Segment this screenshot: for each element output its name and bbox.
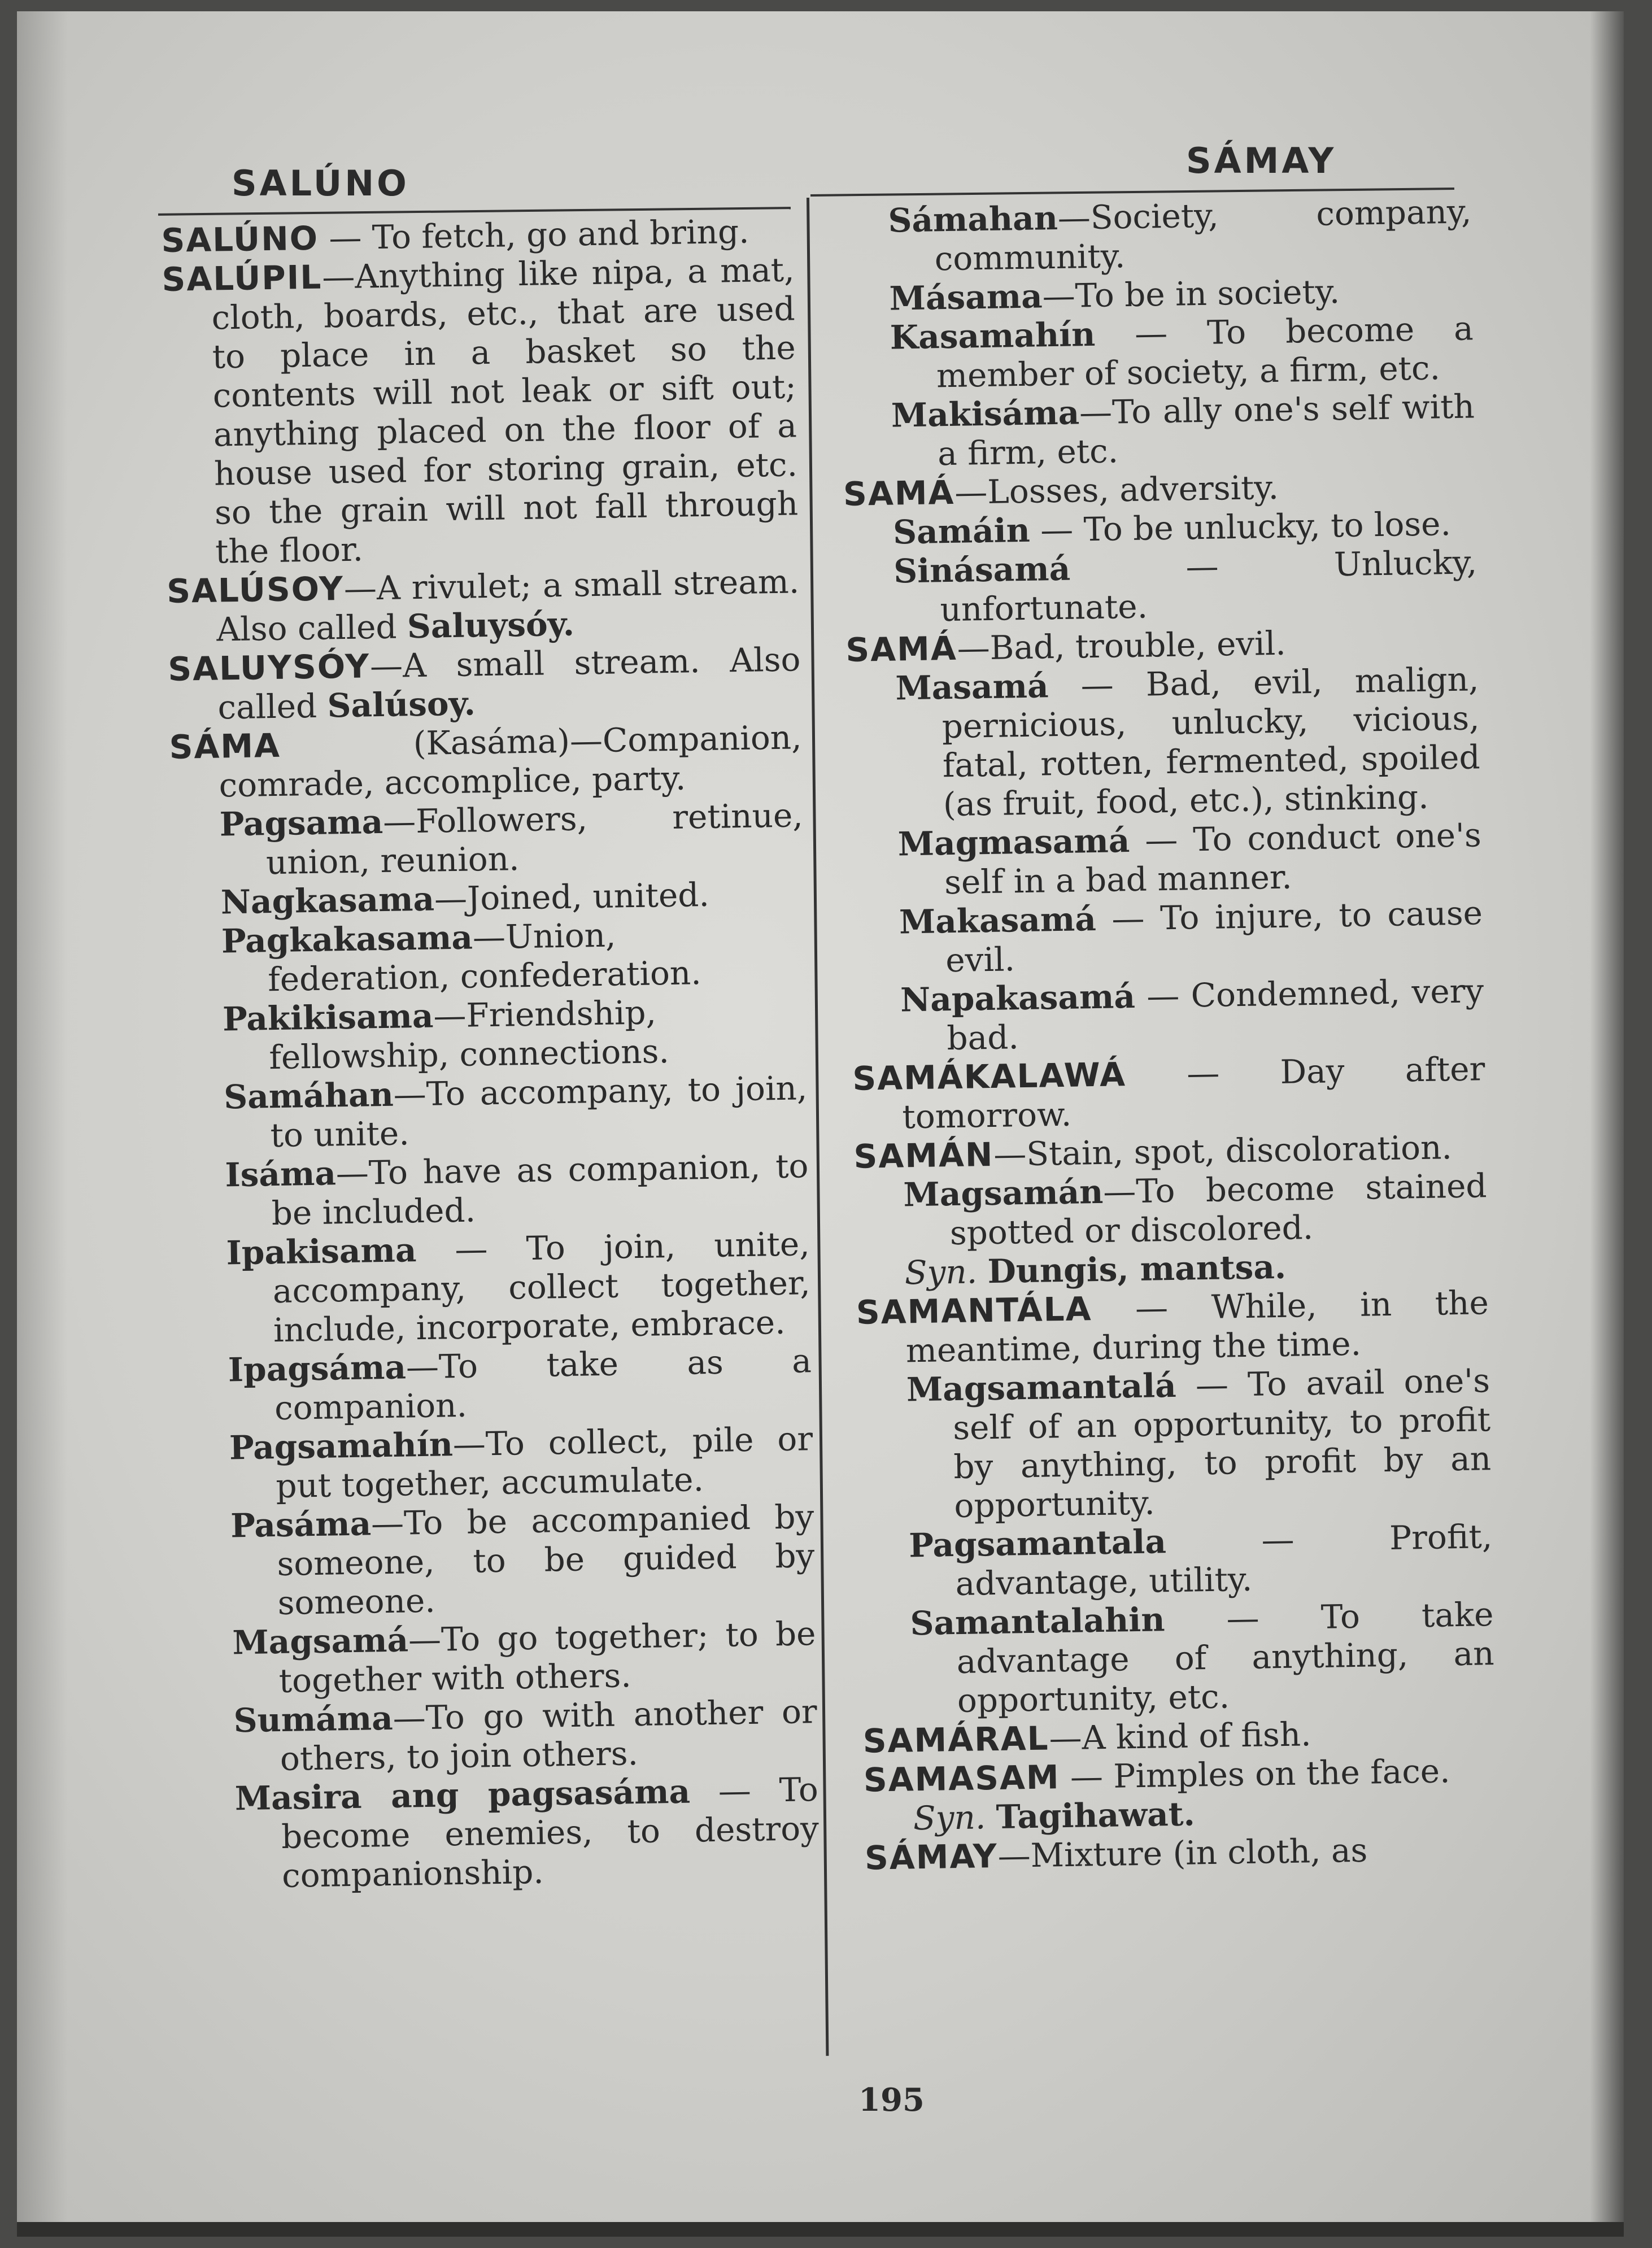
separator: — (393, 1074, 427, 1114)
headword: SAMANTÁLA (856, 1289, 1092, 1332)
subheadword: Samáhan (223, 1075, 394, 1117)
subheadword: Sumáma (233, 1698, 394, 1740)
dictionary-subentry (861, 1595, 1495, 1722)
running-head-right: SÁMAY (1186, 140, 1337, 181)
dictionary-subentry (844, 543, 1478, 631)
definition: To join, unite, accompany, collect together, include, incorporate, embrace. (272, 1225, 811, 1350)
definition: To injure, to cause evil. (945, 894, 1483, 980)
dictionary-subentry (860, 1517, 1493, 1605)
definition: Union, federation, confederation. (267, 916, 702, 999)
headword: SÁMAY (864, 1836, 999, 1877)
headword: SAMÁKALAWÁ (852, 1055, 1127, 1098)
subheadword: Magsamá (232, 1620, 409, 1662)
separator: — (318, 218, 373, 258)
dictionary-subentry (848, 816, 1482, 904)
headword: SALUYSÓY (167, 647, 370, 689)
definition: A kind of fish. (1082, 1715, 1312, 1757)
definition: To take as a companion. (274, 1341, 812, 1428)
separator: — (1057, 198, 1091, 237)
definition: Anything like nipa, a mat, cloth, boards, etc., that are used to place in a basket so the contents will not leak or sift out; anything placed on the floor of a house used for storing grain, etc. so the grain will not fall through the floor. (211, 250, 799, 571)
running-head-left: SALÚNO (232, 163, 409, 204)
dictionary-page (17, 11, 1624, 2237)
subheadword: Sinásamá (893, 549, 1071, 591)
dictionary-entry (169, 718, 803, 806)
definition: Unlucky, unfortunate. (940, 543, 1477, 629)
definition: To conduct one's self in a bad manner. (944, 816, 1482, 902)
subheadword: Ipagsáma (228, 1348, 407, 1389)
definition: To become enemies, to destroy companionship. (281, 1770, 820, 1895)
subheadword: Napakasamá (900, 977, 1136, 1020)
separator: — (1091, 1287, 1212, 1328)
separator: — (954, 472, 988, 512)
dictionary-entry (856, 1283, 1489, 1371)
dictionary-entry (167, 562, 800, 650)
definition: To take advantage of anything, an opportunity, etc. (956, 1595, 1495, 1720)
synonym-label: Syn. (904, 1252, 978, 1292)
separator: — (1176, 1365, 1248, 1405)
separator: — (434, 879, 468, 918)
definition: A rivulet; a small stream. Also called (216, 562, 800, 649)
subheadword: Isáma (225, 1154, 337, 1195)
definition: To avail one's self of an opportunity, to profit by anything, to profit by an opportunity. (952, 1361, 1492, 1526)
definition: To become stained spotted or discolored. (949, 1166, 1488, 1253)
dictionary-entry (162, 250, 799, 572)
definition: To accompany, to join, to unite. (270, 1069, 808, 1155)
headword: SÁMA (169, 726, 281, 766)
dictionary-subentry (175, 1069, 808, 1157)
separator: — (1164, 1597, 1322, 1639)
dictionary-subentry (842, 387, 1475, 475)
dictionary-subentry (857, 1361, 1492, 1527)
separator: — (393, 1698, 426, 1737)
separator: — (1102, 1171, 1136, 1211)
dictionary-subentry (840, 309, 1474, 397)
subheadword: Ipakisama (226, 1231, 417, 1273)
definition: To go with another or others, to join others. (280, 1692, 818, 1779)
dictionary-entry (168, 640, 801, 728)
separator: — (369, 646, 403, 686)
headword: SAMÁ (845, 629, 958, 669)
dictionary-subentry (177, 1225, 811, 1352)
separator: — (370, 1504, 404, 1543)
separator: — (321, 257, 355, 297)
dictionary-subentry (839, 192, 1472, 280)
headword: SAMÁRAL (862, 1719, 1050, 1761)
dictionary-subentry (178, 1341, 812, 1430)
separator: — (1049, 1718, 1083, 1758)
subheadword: Masamá (895, 666, 1049, 708)
definition: Joined, united. (467, 875, 710, 918)
left-column (161, 211, 820, 1897)
subheadword: Pasáma (230, 1504, 372, 1545)
spine-shadow (1590, 11, 1624, 2237)
separator: — (1095, 313, 1208, 354)
separator: — (452, 1424, 486, 1464)
cross-reference: Salúsoy. (327, 684, 476, 725)
separator: — (957, 628, 991, 668)
dictionary-subentry (176, 1147, 809, 1235)
separator: — (1048, 665, 1147, 705)
dictionary-subentry (850, 894, 1484, 982)
separator: — (382, 802, 416, 841)
synonym-words: Tagihawat. (996, 1794, 1196, 1836)
dictionary-subentry (851, 971, 1485, 1060)
definition: To go together; to be together with others. (278, 1614, 816, 1701)
definition: While, in the meantime, during the time. (905, 1283, 1489, 1370)
subheadword: Masira ang pagsasáma (234, 1772, 691, 1818)
definition: Friendship, fellowship, connections. (268, 993, 670, 1077)
dictionary-subentry (183, 1614, 817, 1702)
subheadword: Magsamantalá (906, 1366, 1177, 1409)
separator: — (997, 1836, 1031, 1875)
separator (280, 724, 413, 765)
definition: Bad, evil, malign, pernicious, unlucky, vicious, fatal, rotten, fermented, spoiled (as fruit, food, etc.), stinking. (941, 660, 1481, 824)
definition: Followers, retinue, union, reunion. (265, 796, 804, 882)
definition: Condemned, very bad. (946, 971, 1484, 1058)
right-column (839, 192, 1497, 1877)
page-edge-shadow (17, 11, 68, 2237)
dictionary-entry (852, 1049, 1486, 1138)
definition: To ally one's self with a firm, etc. (937, 387, 1475, 473)
dictionary-subentry (185, 1770, 820, 1897)
subheadword: Sámahan (887, 198, 1058, 240)
subheadword: Samantalahin (910, 1600, 1165, 1643)
separator: — (1030, 510, 1084, 550)
subheadword: Nagkasama (220, 879, 435, 922)
definition: Bad, trouble, evil. (990, 624, 1287, 667)
subheadword: Makasamá (899, 900, 1097, 942)
headword: SALÚSOY (166, 569, 345, 611)
definition: To become a member of society, a firm, etc. (936, 309, 1474, 395)
definition: To fetch, go and bring. (372, 212, 749, 257)
separator: — (1042, 276, 1076, 316)
separator: — (1079, 393, 1113, 432)
dictionary-subentry (173, 991, 807, 1079)
separator: — (1059, 1757, 1114, 1797)
separator: — (472, 917, 506, 957)
definition: Day after tomorrow. (901, 1049, 1485, 1136)
subheadword: Pagsamahín (229, 1425, 454, 1467)
separator: — (408, 1620, 442, 1659)
definition: To be accompanied by someone, to be guided by someone. (277, 1497, 815, 1623)
dictionary-subentry (170, 796, 804, 884)
page-bottom-edge (17, 2222, 1624, 2237)
dictionary-subentry (180, 1419, 814, 1508)
dictionary-subentry (854, 1166, 1488, 1254)
dictionary-subentry (172, 913, 806, 1001)
definition: To be in society. (1075, 272, 1340, 315)
synonym-words: Dungis, mantsa. (987, 1247, 1287, 1291)
subheadword: Pakikisama (222, 996, 434, 1039)
subheadword: Másama (889, 277, 1043, 318)
subheadword: Pagsamantala (908, 1522, 1167, 1565)
subheadword: Pagsama (219, 802, 383, 844)
definition: Stain, spot, discoloration. (1026, 1128, 1453, 1173)
separator: — (1096, 899, 1161, 938)
subheadword: Magmasamá (897, 821, 1130, 864)
definition: Profit, advantage, utility. (955, 1517, 1493, 1604)
headword: SAMÁ (843, 473, 955, 513)
definition: A small stream. Also called (217, 640, 801, 727)
separator: — (1166, 1518, 1390, 1561)
separator: — (416, 1229, 527, 1270)
headword: SAMÁN (853, 1135, 994, 1176)
definition: (Kasáma)—Companion, comrade, accomplice, party. (219, 718, 803, 805)
headword: SAMASAM (863, 1758, 1061, 1800)
definition: To be unlucky, to lose. (1083, 504, 1452, 549)
synonym-label: Syn. (913, 1798, 986, 1838)
separator: — (1126, 1052, 1281, 1094)
separator: — (1135, 976, 1192, 1016)
subheadword: Pagkakasama (221, 918, 473, 961)
subheadword: Samáin (892, 511, 1031, 552)
dictionary-subentry (846, 660, 1481, 826)
page-number: 195 (858, 2081, 925, 2119)
separator: — (343, 569, 377, 608)
separator: — (335, 1153, 369, 1193)
headword: SALÚNO (161, 219, 319, 260)
dictionary-subentry (184, 1692, 818, 1780)
separator: — (690, 1771, 780, 1811)
separator: — (1070, 545, 1335, 588)
separator: — (433, 996, 467, 1035)
definition: Society, company, community. (934, 192, 1472, 278)
separator: — (406, 1347, 439, 1387)
definition: To collect, pile or put together, accumulate. (275, 1419, 813, 1506)
headword: SALÚPIL (162, 258, 322, 299)
definition: Losses, adversity. (987, 468, 1279, 511)
separator: — (993, 1134, 1027, 1174)
subheadword: Magsamán (903, 1172, 1104, 1214)
subheadword: Kasamahín (890, 315, 1096, 357)
subheadword: Makisáma (891, 393, 1080, 435)
definition: Pimples on the face. (1113, 1752, 1451, 1796)
separator: — (1129, 820, 1193, 860)
definition: Mixture (in cloth, as (1030, 1831, 1368, 1875)
dictionary-subentry (181, 1497, 816, 1624)
cross-reference: Saluysóy. (407, 604, 575, 646)
definition: To have as companion, to be included. (271, 1147, 809, 1233)
